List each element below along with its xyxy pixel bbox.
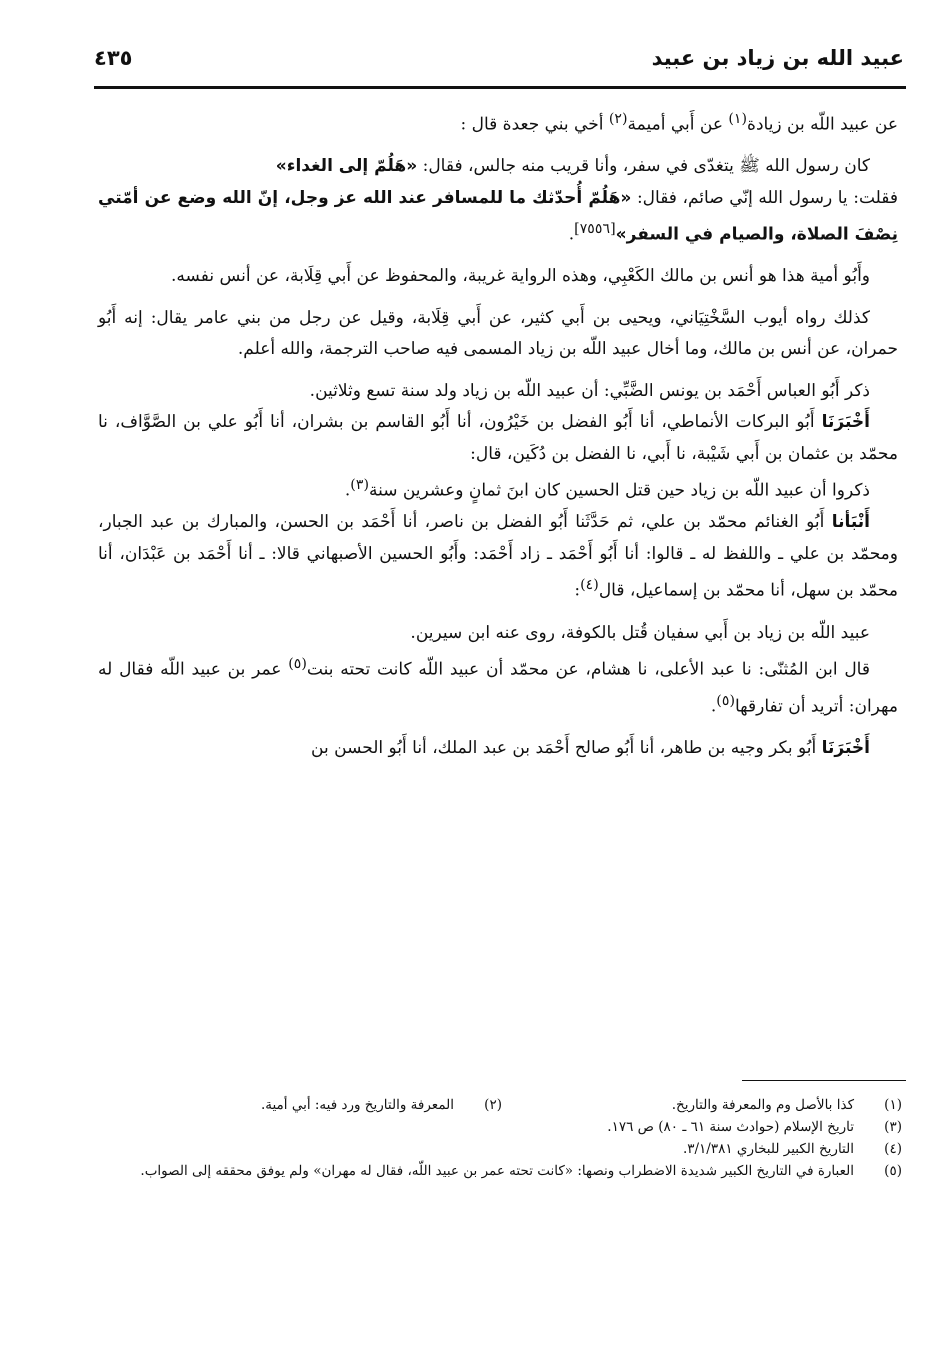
paragraph-3 — [98, 183, 898, 252]
footnote-row — [102, 1094, 902, 1116]
text-run: أخي بني جعدة قال : — [460, 114, 609, 135]
hadith-number: [٧٥٥٦] — [574, 221, 616, 238]
footnote-ref-2: (٢) — [608, 111, 628, 127]
paragraph-9 — [98, 507, 898, 607]
text-run: قال ابن المُثنّى: نا عبد الأعلى، نا هشام، عن محمّد أن عبيد اللّه كانت تحته بنت — [306, 659, 870, 680]
isnad-keyword: أَخْبَرَنَا — [821, 738, 870, 759]
text-run: أَبُو الغنائم محمّد بن علي، ثم حَدَّثَنا أَبُو الفضل بن ناصر، أنا أَحْمَد بن الحسن، والمبارك بن عبد الجبار، ومحمّد بن علي ـ واللفظ له ـ قالوا: أنا أَبُو أَحْمَد ـ زاد أَحْمَد: وأَبُو الحسين الأصبهاني قالا: ـ أنا أَحْمَد بن عَبْدَان، أنا محمّد بن سهل، أنا محمّد بن إسماعيل، قال — [98, 512, 898, 602]
paragraph-7 — [98, 407, 898, 470]
text-run: كان رسول الله ﷺ يتغدّى في سفر، وأنا قريب منه جالس، فقال: — [417, 156, 870, 177]
footnote-text: كذا بالأصل وم والمعرفة والتاريخ. — [671, 1097, 854, 1113]
footnote-5 — [102, 1160, 902, 1182]
paragraph-8 — [98, 470, 898, 507]
text-run: كذلك رواه أيوب السَّخْتِيَاني، ويحيى بن أَبي كثير، عن أَبي قِلَابة، وقيل عن رجل من بني عامر يقال: إنه أَبُو حمران، عن أنس بن مالك، وما أخال عبيد اللّه بن زياد المسمى فيه صاحب الترجمة، والله أعلم. — [98, 307, 898, 360]
paragraph-4 — [98, 261, 898, 293]
text-run: عن أَبي أميمة — [627, 114, 729, 135]
footnote-ref-4: (٤) — [580, 577, 599, 594]
hadith-quote: «هَلُمّ أُحدّثك ما للمسافر عند الله عز وجل، إنّ الله وضع عن أمّتي نِصْفَ الصلاة، والصيام في السفر» — [98, 187, 898, 245]
paragraph-5 — [98, 303, 898, 366]
footnote-number: (٢) — [484, 1097, 502, 1113]
hadith-quote: «هَلُمّ إلى الغداء» — [275, 156, 418, 177]
text-run: وأَبُو أمية هذا هو أنس بن مالك الكَعْبِي، وهذه الرواية غريبة، والمحفوظ عن أَبي قِلَابة، عن أنس نفسه. — [171, 266, 870, 287]
text-run: عمر بن عبيد اللّه فقال له مهران: أتريد أن تفارقها — [98, 659, 898, 717]
footnote-ref-5: (٥) — [288, 656, 307, 673]
paragraph-12 — [98, 733, 898, 765]
paragraph-1 — [98, 104, 898, 141]
footnote-3 — [102, 1116, 902, 1138]
footnote-number: (٣) — [884, 1119, 902, 1135]
footnote-number: (٤) — [884, 1141, 902, 1157]
footnote-number: (٥) — [884, 1163, 902, 1179]
body-text — [98, 104, 898, 765]
footnote-1 — [502, 1094, 902, 1116]
footnote-text: التاريخ الكبير للبخاري ٣/١/٣٨١. — [682, 1141, 854, 1157]
footnote-text: المعرفة والتاريخ ورد فيه: أبي أمية. — [260, 1097, 454, 1113]
text-run: . — [568, 224, 575, 245]
footnote-ref-3: (٣) — [350, 477, 369, 494]
text-run: عبيد اللّه بن زياد بن أَبي سفيان قُتل بالكوفة، روى عنه ابن سيرين. — [410, 622, 870, 643]
footnote-2 — [102, 1094, 502, 1116]
text-run: ذكروا أن عبيد اللّه بن زياد حين قتل الحسين كان ابنَ ثمانٍ وعشرين سنة — [368, 480, 870, 501]
footnote-number: (١) — [884, 1097, 902, 1113]
paragraph-10 — [98, 618, 898, 650]
footnote-text: العبارة في التاريخ الكبير شديدة الاضطراب ونصها: «كانت تحته عمر بن عبيد اللّه، فقال له مهران» ولم يوفق محققه إلى الصواب. — [140, 1163, 854, 1179]
text-run: أَبُو البركات الأنماطي، أنا أَبُو الفضل بن خَيْرُون، أنا أَبُو القاسم بن بشران، أنا أَبُو علي بن الصَّوَّاف، نا محمّد بن عثمان بن أَبي شَيْبة، نا أَبي، نا الفضل بن دُكَين، قال: — [98, 412, 898, 464]
running-title: عبيد الله بن زياد بن عبيد — [651, 46, 904, 70]
footnote-text: تاريخ الإسلام (حوادث سنة ٦١ ـ ٨٠) ص ١٧٦. — [607, 1119, 854, 1135]
footnote-4 — [102, 1138, 902, 1160]
page-header — [94, 40, 904, 80]
footnote-ref-5b: (٥) — [716, 693, 735, 710]
text-run: فقلت: يا رسول الله إنّي صائم، فقال: — [631, 187, 898, 208]
text-run: ذكر أَبُو العباس أَحْمَد بن يونس الضَّبِّي: أن عبيد اللّه بن زياد ولد سنة تسع وثلاثين. — [309, 380, 870, 401]
header-rule — [94, 86, 906, 89]
paragraph-2 — [98, 151, 898, 183]
footnote-rule — [742, 1080, 906, 1081]
isnad-keyword: أَنْبَأنا — [831, 512, 870, 533]
footnote-ref-1: (١) — [728, 111, 748, 127]
page-number: ٤٣٥ — [94, 46, 133, 70]
text-run: : — [574, 581, 581, 602]
text-run: . — [344, 480, 351, 501]
footnotes — [102, 1094, 902, 1182]
text-run: . — [710, 696, 717, 717]
paragraph-6 — [98, 376, 898, 408]
paragraph-11 — [98, 649, 898, 723]
text-run: أَبُو بكر وجيه بن طاهر، أنا أَبُو صالح أَحْمَد بن عبد الملك، أنا أَبُو الحسن بن — [311, 738, 822, 759]
isnad-keyword: أَخْبَرَنَا — [821, 412, 870, 433]
text-run: عن عبيد اللّه بن زيادة — [747, 114, 898, 135]
